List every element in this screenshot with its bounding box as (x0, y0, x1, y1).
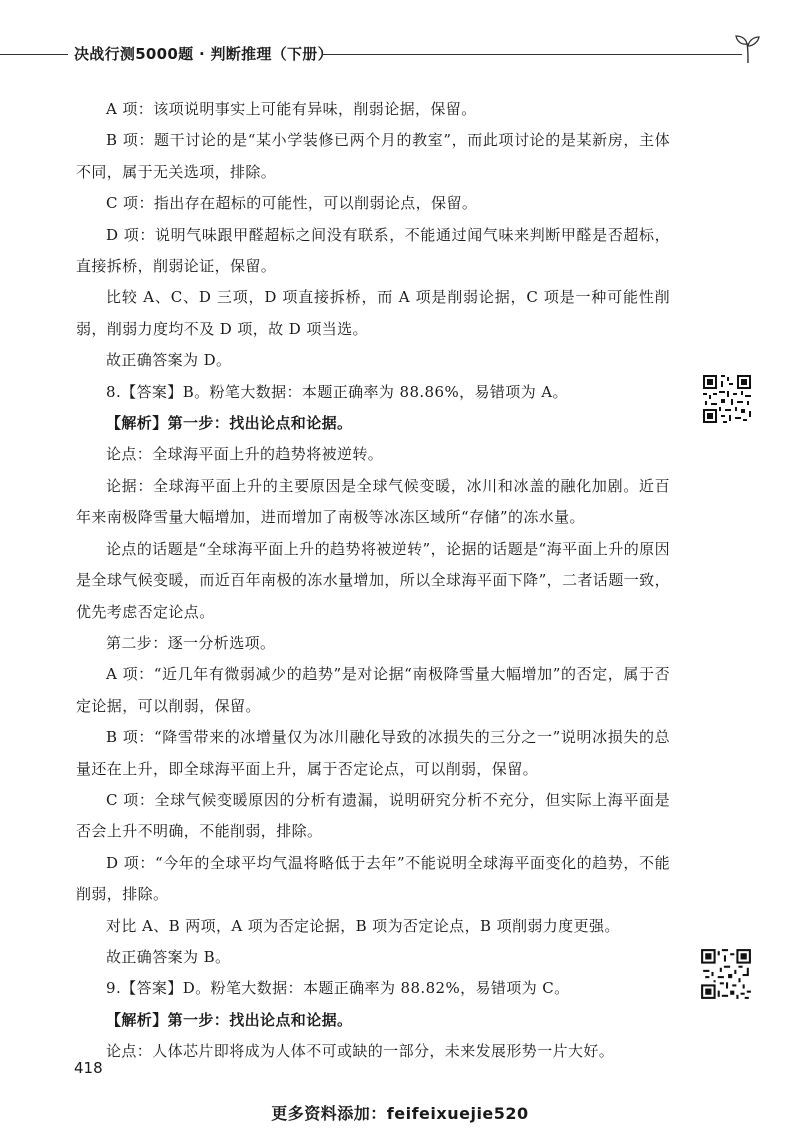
answer-line: 9.【答案】D。粉笔大数据：本题正确率为 88.82%，易错项为 C。 (106, 979, 570, 998)
analysis-heading: 【解析】第一步：找出论点和论据。 (106, 414, 353, 433)
paragraph: 论点的话题是“全球海平面上升的趋势将被逆转”，论据的话题是“海平面上升的原因是全球气候变暖，而近百年南极的冻水量增加，所以全球海平面下降”，二者话题一致，优先考虑否定论点。 (76, 539, 670, 621)
analysis-heading: 【解析】第一步：找出论点和论据。 (106, 1010, 353, 1029)
paragraph: 论点：全球海平面上升的趋势将被逆转。 (106, 445, 384, 464)
paragraph: B 项：题干讨论的是“某小学装修已两个月的教室”，而此项讨论的是某新房，主体不同，属于无关选项，排除。 (76, 131, 670, 181)
footer-note: 更多资料添加：feifeixuejie520 (271, 1104, 529, 1123)
explanation-body (76, 94, 670, 1068)
paragraph: C 项：指出存在超标的可能性，可以削弱论点，保留。 (106, 194, 478, 213)
qr-code-icon[interactable] (699, 947, 753, 1001)
paragraph: 故正确答案为 D。 (106, 351, 232, 370)
paragraph: 对比 A、B 两项，A 项为否定论据，B 项为否定论点，B 项削弱力度更强。 (106, 916, 620, 935)
paragraph: 故正确答案为 B。 (106, 947, 231, 966)
sprout-icon (735, 34, 761, 64)
book-title: 决战行测5000题 · 判断推理（下册） (74, 45, 333, 63)
paragraph: 论点：人体芯片即将成为人体不可或缺的一部分，未来发展形势一片大好。 (106, 1042, 615, 1061)
header-rule-left (0, 54, 68, 55)
paragraph: 第二步：逐一分析选项。 (106, 633, 276, 652)
header-rule-right (322, 54, 742, 55)
paragraph: D 项：说明气味跟甲醛超标之间没有联系，不能通过闻气味来判断甲醛是否超标，直接拆桥，削弱论证，保留。 (76, 225, 670, 276)
paragraph: A 项：该项说明事实上可能有异味，削弱论据，保留。 (106, 100, 477, 118)
paragraph: B 项：“降雪带来的冰增量仅为冰川融化导致的冰损失的三分之一”说明冰损失的总量还在上升，即全球海平面上升，属于否定论点，可以削弱，保留。 (76, 728, 670, 778)
paragraph: D 项：“今年的全球平均气温将略低于去年”不能说明全球海平面变化的趋势，不能削弱，排除。 (76, 853, 670, 904)
qr-code-icon[interactable] (701, 373, 753, 425)
paragraph: 论据：全球海平面上升的主要原因是全球气候变暖，冰川和冰盖的融化加剧。近百年来南极降雪量大幅增加，进而增加了南极等冰冻区域所“存储”的冻水量。 (76, 476, 670, 527)
paragraph: 比较 A、C、D 三项，D 项直接拆桥，而 A 项是削弱论据，C 项是一种可能性削弱，削弱力度均不及 D 项，故 D 项当选。 (76, 288, 670, 338)
answer-line: 8.【答案】B。粉笔大数据：本题正确率为 88.86%，易错项为 A。 (106, 382, 568, 401)
paragraph: C 项：全球气候变暖原因的分析有遗漏，说明研究分析不充分，但实际上海平面是否会上升不明确，不能削弱，排除。 (76, 790, 670, 841)
page-number: 418 (74, 1059, 103, 1077)
running-header (0, 40, 800, 70)
paragraph: A 项：“近几年有微弱减少的趋势”是对论据“南极降雪量大幅增加”的否定，属于否定论据，可以削弱，保留。 (76, 665, 670, 715)
